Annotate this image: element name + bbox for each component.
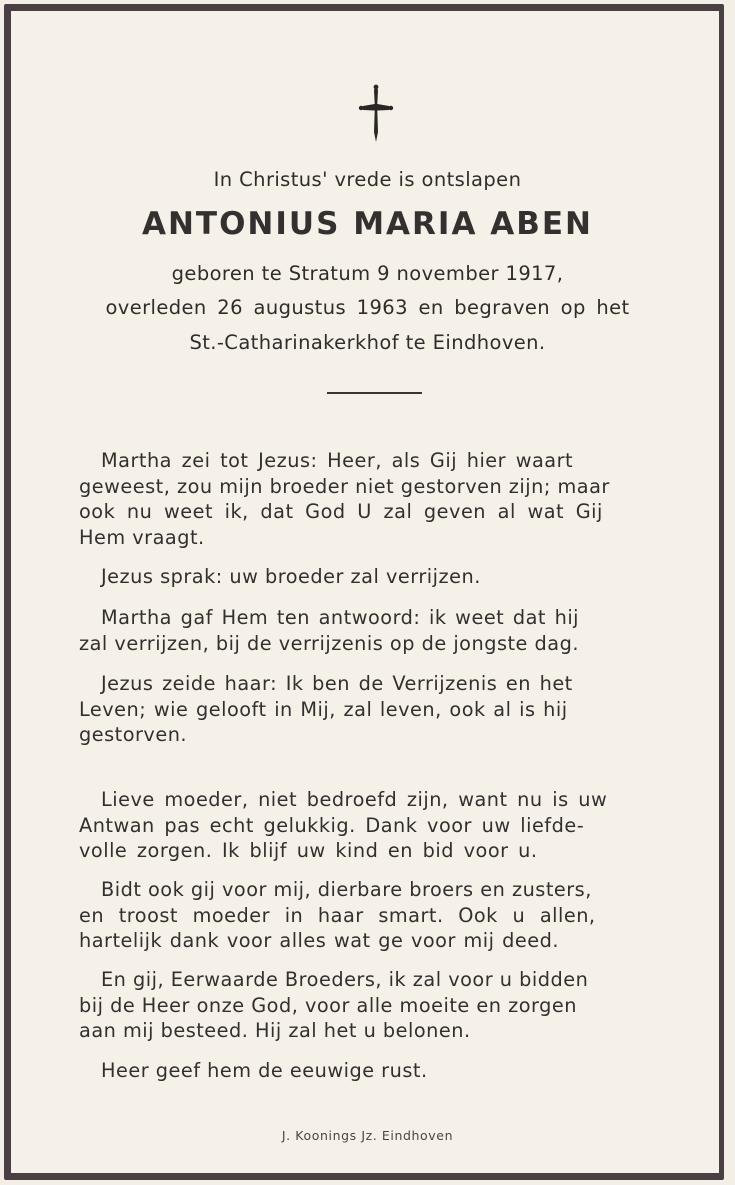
text-line: Jezus zeide haar: Ik ben de Verrijzenis en het (101, 672, 573, 695)
intro-line: In Christus' vrede is ontslapen (213, 168, 522, 191)
scripture-paragraph (79, 564, 671, 590)
text-line: Jezus sprak: uw broeder zal verrijzen. (101, 565, 481, 588)
text-line: Leven; wie gelooft in Mij, zal leven, ook al is hij (79, 697, 568, 721)
farewell-paragraph (79, 967, 671, 1044)
death-line: overleden 26 augustus 1963 en begraven op het (105, 296, 630, 319)
text-line: aan mij besteed. Hij zal het u belonen. (79, 1019, 471, 1042)
text-line: Lieve moeder, niet bedroefd zijn, want nu is uw (101, 788, 608, 811)
closing-prayer (79, 1058, 671, 1084)
text-line: geweest, zou mijn broeder niet gestorven zijn; maar (79, 474, 610, 498)
text-line: Hem vraagt. (79, 525, 205, 549)
text-line: en troost moeder in haar smart. Ook u allen, (79, 903, 596, 927)
text-line: ook nu weet ik, dat God U zal geven al wat Gij (79, 500, 603, 523)
text-line: gestorven. (79, 723, 188, 746)
text-line: bij de Heer onze God, voor alle moeite en zorgen (79, 993, 577, 1017)
scripture-paragraph (79, 605, 671, 656)
text-line: Antwan pas echt gelukkig. Dank voor uw liefde- (79, 813, 585, 837)
burial-line: St.-Catharinakerkhof te Eindhoven. (189, 331, 546, 354)
cross-icon (358, 84, 394, 144)
printer-credit: J. Koonings Jz. Eindhoven (281, 1128, 454, 1143)
farewell-paragraph (79, 877, 671, 954)
text-line: hartelijk dank voor alles wat ge voor mij deed. (79, 929, 559, 952)
text-line: Martha zei tot Jezus: Heer, als Gij hier waart (101, 449, 574, 472)
divider-line (327, 392, 422, 394)
birth-line: geboren te Stratum 9 november 1917, (171, 262, 564, 285)
text-line: En gij, Eerwaarde Broeders, ik zal voor u bidden (101, 968, 589, 991)
scripture-paragraph (79, 671, 671, 748)
text-line: Heer geef hem de eeuwige rust. (101, 1059, 428, 1082)
farewell-paragraph (79, 787, 671, 864)
text-line: volle zorgen. Ik blijf uw kind en bid voor u. (79, 839, 538, 862)
scripture-paragraph (79, 448, 671, 550)
text-line: zal verrijzen, bij de verrijzenis op de jongste dag. (79, 631, 579, 655)
text-line: Martha gaf Hem ten antwoord: ik weet dat hij (101, 606, 580, 629)
text-line: Bidt ook gij voor mij, dierbare broers en zusters, (101, 878, 592, 901)
deceased-name: ANTONIUS MARIA ABEN (142, 206, 593, 242)
